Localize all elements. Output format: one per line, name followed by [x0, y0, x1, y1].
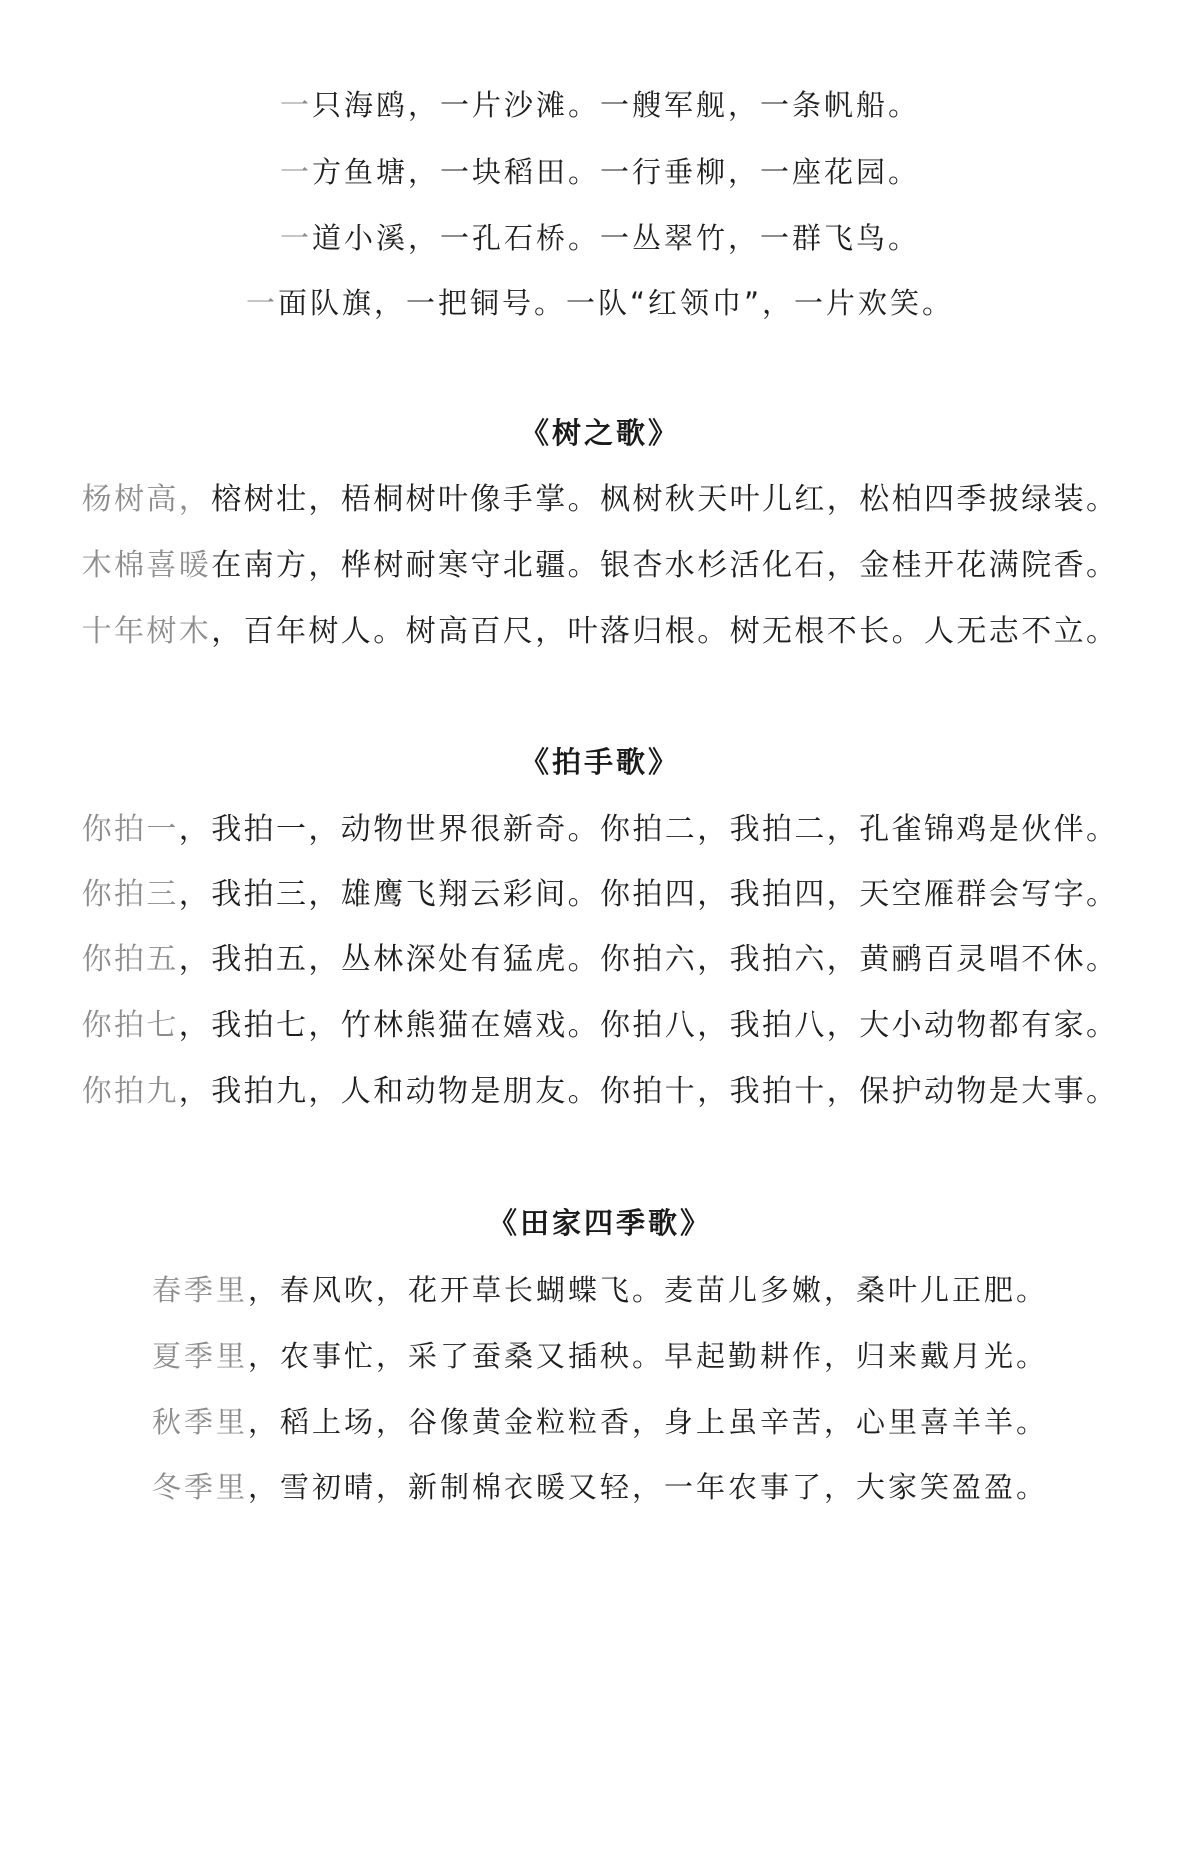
tree-song-line-3: [0, 612, 1200, 652]
clap-song-line-3-text: ，我拍五，丛林深处有猛虎。你拍六，我拍六，黄鹂百灵唱不休。: [178, 942, 1119, 977]
tree-song-line-2-lead: 木棉喜暖: [81, 548, 212, 583]
clap-song-line-3-lead: 你拍五: [81, 942, 179, 977]
farm-song-line-4-lead: 冬季里: [151, 1470, 248, 1504]
tree-song-line-1-text: 榕树壮，梧桐树叶像手掌。枫树秋天叶儿红，松柏四季披绿装。: [211, 482, 1119, 517]
clap-song-title: 《拍手歌》: [519, 745, 680, 779]
clap-song-line-4-lead: 你拍七: [81, 1008, 179, 1043]
clap-song-line-1: [0, 810, 1200, 850]
farm-song-line-4-text: ，雪初晴，新制棉衣暖又轻，一年农事了，大家笑盈盈。: [248, 1470, 1049, 1504]
intro-line-4-lead: 一: [245, 286, 278, 320]
farm-song-line-2: [0, 1336, 1200, 1376]
clap-song-line-3: [0, 940, 1200, 980]
farm-song-line-3-text: ，稻上场，谷像黄金粒粒香，身上虽辛苦，心里喜羊羊。: [248, 1405, 1049, 1439]
intro-line-2-lead: 一: [279, 155, 312, 189]
intro-line-2: [0, 152, 1200, 192]
clap-song-line-2-text: ，我拍三，雄鹰飞翔云彩间。你拍四，我拍四，天空雁群会写字。: [178, 877, 1119, 912]
intro-line-1-lead: 一: [279, 88, 312, 122]
tree-song-line-1: [0, 480, 1200, 520]
farm-song-line-3-lead: 秋季里: [151, 1405, 248, 1439]
tree-song-line-2: [0, 546, 1200, 586]
clap-song-line-2: [0, 875, 1200, 915]
clap-song-line-2-lead: 你拍三: [81, 877, 179, 912]
farm-song-line-2-text: ，农事忙，采了蚕桑又插秧。早起勤耕作，归来戴月光。: [248, 1339, 1049, 1373]
tree-song-line-2-text: 在南方，桦树耐寒守北疆。银杏水杉活化石，金桂开花满院香。: [211, 548, 1119, 583]
farm-song-title: 《田家四季歌》: [487, 1206, 712, 1240]
intro-line-4: [0, 283, 1200, 323]
clap-song-line-1-text: ，我拍一，动物世界很新奇。你拍二，我拍二，孔雀锦鸡是伙伴。: [178, 812, 1119, 847]
clap-song-line-5-lead: 你拍九: [81, 1074, 179, 1109]
farm-song-line-3: [0, 1402, 1200, 1442]
intro-line-3-lead: 一: [279, 221, 312, 255]
intro-line-4-text: 面队旗，一把铜号。一队“红领巾”，一片欢笑。: [277, 286, 955, 320]
intro-line-3: [0, 218, 1200, 258]
clap-song-line-5: [0, 1072, 1200, 1112]
farm-song-line-2-lead: 夏季里: [151, 1339, 248, 1373]
intro-line-3-text: 道小溪，一孔石桥。一丛翠竹，一群飞鸟。: [312, 221, 921, 255]
intro-line-1-text: 只海鸥，一片沙滩。一艘军舰，一条帆船。: [312, 88, 921, 122]
farm-song-line-1-text: ，春风吹，花开草长蝴蝶飞。麦苗儿多嫩，桑叶儿正肥。: [248, 1273, 1049, 1307]
farm-song-line-1: [0, 1270, 1200, 1310]
tree-song-line-3-text: ，百年树人。树高百尺，叶落归根。树无根不长。人无志不立。: [211, 614, 1119, 649]
tree-song-title: 《树之歌》: [519, 416, 680, 450]
clap-song-line-1-lead: 你拍一: [81, 812, 179, 847]
intro-line-1: [0, 85, 1200, 125]
farm-song-line-1-lead: 春季里: [151, 1273, 248, 1307]
clap-song-line-5-text: ，我拍九，人和动物是朋友。你拍十，我拍十，保护动物是大事。: [178, 1074, 1119, 1109]
tree-song-line-3-lead: 十年树木: [81, 614, 212, 649]
clap-song-line-4: [0, 1006, 1200, 1046]
tree-song-line-1-lead: 杨树高，: [81, 482, 212, 517]
farm-song-line-4: [0, 1467, 1200, 1507]
clap-song-line-4-text: ，我拍七，竹林熊猫在嬉戏。你拍八，我拍八，大小动物都有家。: [178, 1008, 1119, 1043]
intro-line-2-text: 方鱼塘，一块稻田。一行垂柳，一座花园。: [312, 155, 921, 189]
